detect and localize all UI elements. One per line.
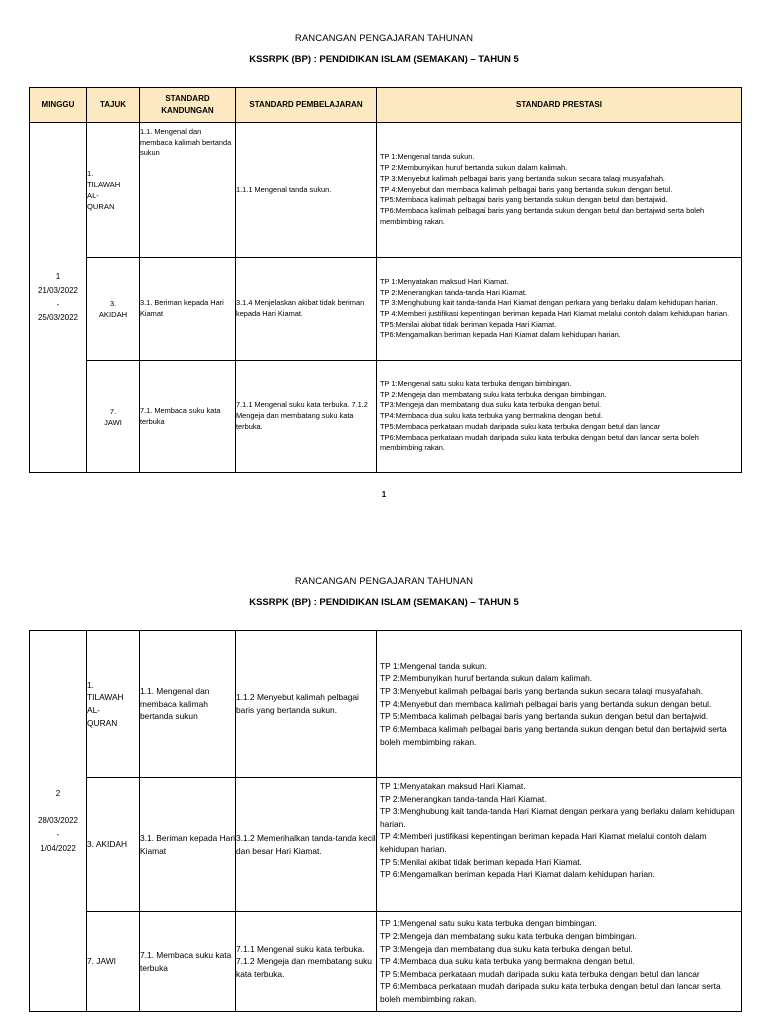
- week-date-end: 1/04/2022: [40, 843, 76, 853]
- document-title: RANCANGAN PENGAJARAN TAHUNAN: [294, 33, 474, 44]
- prestasi-item: TP 4:Menyebut dan membaca kalimah pelbagai baris yang bertanda sukun dengan betul.: [380, 698, 712, 709]
- prestasi-item: TP 5:Menilai akibat tidak beriman kepada Hari Kiamat.: [380, 856, 582, 867]
- prestasi-item: TP5:Menilai akibat tidak beriman kepada Hari Kiamat.: [380, 319, 557, 329]
- tajuk-cell: 1. TILAWAH AL- QURAN: [87, 123, 140, 258]
- prestasi-item: TP6:Membaca kalimah pelbagai baris yang bertanda sukun dengan betul dan bertajwid serta boleh membimbing rakan.: [380, 206, 705, 226]
- week-date-start: 21/03/2022: [37, 285, 79, 295]
- prestasi-item: TP5:Membaca perkataan mudah daripada suku kata terbuka dengan betul dan lancar: [380, 421, 661, 431]
- pembelajaran-cell: 1.1.1 Mengenal tanda sukun.: [236, 123, 377, 258]
- table-row: [30, 361, 742, 473]
- table-row: [30, 778, 742, 912]
- tajuk-cell: 7. JAWI: [87, 912, 140, 1012]
- prestasi-item: TP 3:Mengeja dan membatang dua suku kata terbuka dengan betul.: [380, 943, 633, 954]
- week-cell: [30, 631, 87, 1012]
- prestasi-item: TP 3:Menyebut kalimah pelbagai baris yang bertanda sukun secara talaqi musyafahah.: [380, 686, 703, 697]
- week-cell: [30, 123, 87, 473]
- header-minggu: MINGGU: [30, 88, 87, 123]
- table-row: [30, 631, 742, 778]
- prestasi-cell: [377, 778, 742, 912]
- week-date-end: 25/03/2022: [37, 313, 79, 323]
- document-subtitle: KSSRPK (BP) : PENDIDIKAN ISLAM (SEMAKAN) – TAHUN 5: [249, 54, 519, 65]
- prestasi-item: TP 4:Membaca dua suku kata terbuka yang bermakna dengan betul.: [380, 956, 635, 967]
- header-standard-kandungan: STANDARD KANDUNGAN: [140, 88, 236, 123]
- table-row: [30, 258, 742, 361]
- prestasi-item: TP 1:Menyatakan maksud Hari Kiamat.: [380, 781, 526, 791]
- prestasi-item: TP 2:Mengeja dan membatang suku kata terbuka dengan bimbingan.: [380, 930, 637, 941]
- pembelajaran-cell: 7.1.1 Mengenal suku kata terbuka. 7.1.2 Mengeja dan membatang suku kata terbuka.: [236, 361, 377, 473]
- table-row: [30, 912, 742, 1012]
- prestasi-item: TP 3:Menghubung kait tanda-tanda Hari Kiamat dengan perkara yang berlaku dalam kehidupan harian.: [380, 806, 735, 829]
- prestasi-item: TP 4:Menyebut dan membaca kalimah pelbagai baris yang bertanda sukun dengan betul.: [380, 184, 673, 194]
- header-tajuk: TAJUK: [87, 88, 140, 123]
- prestasi-item: TP 3:Menghubung kait tanda-tanda Hari Kiamat dengan perkara yang berlaku dalam kehidupan harian.: [380, 298, 718, 308]
- prestasi-item: TP 2:Membunyikan huruf bertanda sukun dalam kalimah.: [380, 673, 593, 684]
- prestasi-item: TP4:Membaca dua suku kata terbuka yang bermakna dengan betul.: [380, 411, 603, 421]
- prestasi-item: TP3:Mengeja dan membatang dua suku kata terbuka dengan betul.: [380, 400, 602, 410]
- tajuk-cell: 3. AKIDAH: [87, 258, 140, 361]
- header-standard-prestasi: STANDARD PRESTASI: [377, 88, 742, 123]
- prestasi-cell: [377, 361, 742, 473]
- prestasi-item: TP 2:Membunyikan huruf bertanda sukun dalam kalimah.: [380, 163, 568, 173]
- prestasi-cell: [377, 631, 742, 778]
- week-number: 2: [55, 788, 61, 798]
- prestasi-item: TP 1:Menyatakan maksud Hari Kiamat.: [380, 276, 509, 286]
- prestasi-cell: [377, 912, 742, 1012]
- prestasi-item: TP 4:Memberi justifikasi kepentingan beriman kepada Hari Kiamat melalui contoh dalam kehidupan harian.: [380, 831, 707, 855]
- document-subtitle: KSSRPK (BP) : PENDIDIKAN ISLAM (SEMAKAN) – TAHUN 5: [249, 597, 519, 608]
- pembelajaran-cell: 7.1.1 Mengenal suku kata terbuka. 7.1.2 Mengeja dan membatang suku kata terbuka.: [236, 912, 377, 1012]
- table-header-row: [30, 88, 742, 123]
- header-standard-pembelajaran: STANDARD PEMBELAJARAN: [236, 88, 377, 123]
- kandungan-cell: 1.1. Mengenal dan membaca kalimah bertanda sukun: [140, 631, 236, 778]
- page-number: 1: [381, 490, 387, 499]
- prestasi-cell: [377, 258, 742, 361]
- prestasi-cell: [377, 123, 742, 258]
- pembelajaran-cell: 3.1.4 Menjelaskan akibat tidak beriman kepada Hari Kiamat.: [236, 258, 377, 361]
- kandungan-cell: 7.1. Membaca suku kata terbuka: [140, 361, 236, 473]
- kandungan-cell: 3.1. Beriman kepada Hari Kiamat: [140, 778, 236, 912]
- prestasi-item: TP 5:Membaca kalimah pelbagai baris yang bertanda sukun dengan betul dan bertajwid.: [380, 711, 709, 722]
- table-row: [30, 123, 742, 258]
- prestasi-item: TP 2:Mengeja dan membatang suku kata terbuka dengan bimbingan.: [380, 389, 607, 399]
- prestasi-item: TP 6:Membaca kalimah pelbagai baris yang bertanda sukun dengan betul dan bertajwid serta boleh membimbing rakan.: [380, 723, 727, 747]
- tajuk-cell: 7. JAWI: [87, 361, 140, 473]
- prestasi-item: TP 4:Memberi justifikasi kepentingan beriman kepada Hari Kiamat melalui contoh dalam kehidupan harian.: [380, 309, 730, 318]
- prestasi-item: TP 2:Menerangkan tanda-tanda Hari Kiamat.: [380, 793, 547, 804]
- kandungan-cell: 3.1. Beriman kepada Hari Kiamat: [140, 258, 236, 361]
- rpt-table-week-2: [29, 630, 742, 1012]
- kandungan-cell: 7.1. Membaca suku kata terbuka: [140, 912, 236, 1012]
- week-date-start: 28/03/2022: [37, 816, 79, 826]
- kandungan-cell: 1.1. Mengenal dan membaca kalimah bertanda sukun: [140, 123, 236, 258]
- week-date-separator: -: [56, 830, 60, 839]
- prestasi-item: TP6:Membaca perkataan mudah daripada suku kata terbuka dengan betul dan lancar serta boleh membimbing rakan.: [380, 432, 699, 453]
- week-number: 1: [55, 272, 61, 282]
- prestasi-item: TP5:Membaca kalimah pelbagai baris yang bertanda sukun dengan betul dan bertajwid.: [380, 195, 668, 205]
- prestasi-item: TP 5:Membaca perkataan mudah daripada suku kata terbuka dengan betul dan lancar: [380, 968, 700, 979]
- rpt-table-week-1: [29, 87, 742, 473]
- prestasi-item: TP 1:Mengenal tanda sukun.: [380, 660, 487, 671]
- prestasi-item: TP 1:Mengenal satu suku kata terbuka dengan bimbingan.: [380, 918, 597, 929]
- pembelajaran-cell: 3.1.2 Memerihalkan tanda-tanda kecil dan besar Hari Kiamat.: [236, 778, 377, 912]
- prestasi-item: TP 3:Menyebut kalimah pelbagai baris yang bertanda sukun secara talaqi musyafahah.: [380, 173, 665, 183]
- tajuk-cell: 3. AKIDAH: [87, 778, 140, 912]
- pembelajaran-cell: 1.1.2 Menyebut kalimah pelbagai baris yang bertanda sukun.: [236, 631, 377, 778]
- prestasi-item: TP6:Mengamalkan beriman kepada Hari Kiamat dalam kehidupan harian.: [380, 330, 621, 340]
- prestasi-item: TP 1:Mengenal tanda sukun.: [380, 152, 475, 162]
- prestasi-item: TP 2:Menerangkan tanda-tanda Hari Kiamat.: [380, 287, 527, 297]
- week-date-separator: -: [56, 299, 60, 309]
- prestasi-item: TP 1:Mengenal satu suku kata terbuka dengan bimbingan.: [380, 378, 572, 388]
- prestasi-item: TP 6:Mengamalkan beriman kepada Hari Kiamat dalam kehidupan harian.: [380, 869, 655, 880]
- tajuk-cell: 1. TILAWAH AL- QURAN: [87, 631, 140, 778]
- document-title: RANCANGAN PENGAJARAN TAHUNAN: [294, 576, 474, 587]
- prestasi-item: TP 6:Membaca perkataan mudah daripada suku kata terbuka dengan betul dan lancar serta boleh membimbing rakan.: [380, 981, 721, 1005]
